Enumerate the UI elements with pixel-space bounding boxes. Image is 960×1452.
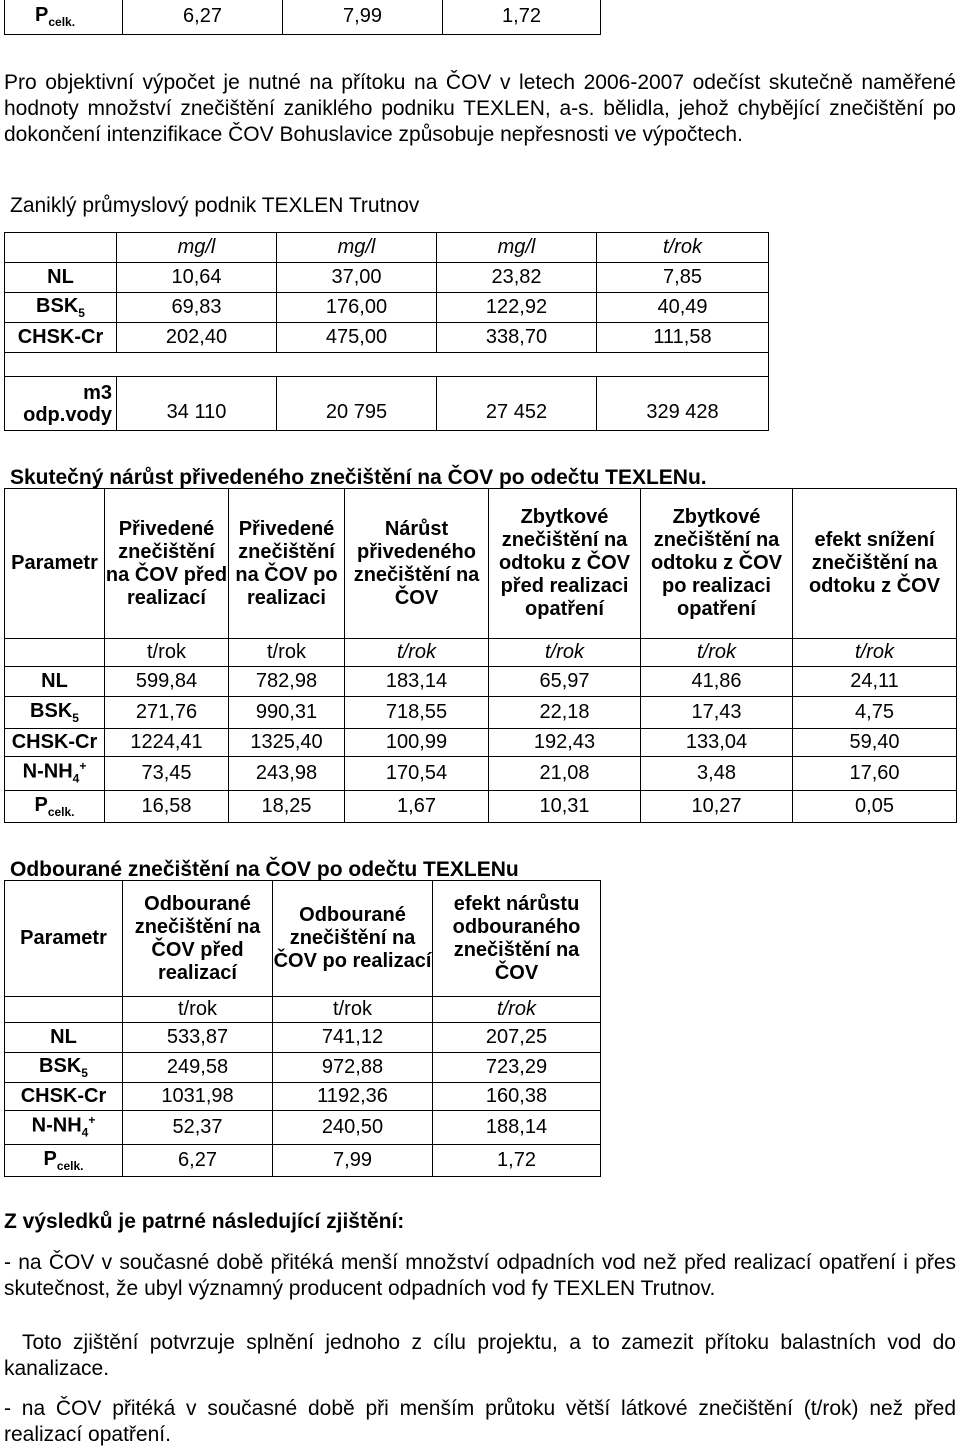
cell: 207,25 [433, 1023, 601, 1053]
unit-cell: mg/l [437, 233, 597, 263]
cell: 1,72 [433, 1145, 601, 1177]
cell: 338,70 [437, 323, 597, 353]
cell: 188,14 [433, 1111, 601, 1145]
cell: 718,55 [345, 697, 489, 729]
unit-cell: t/rok [641, 639, 793, 667]
cell: 243,98 [229, 757, 345, 791]
cell: 10,31 [489, 791, 641, 823]
empty-cell [5, 639, 105, 667]
unit-cell: mg/l [277, 233, 437, 263]
unit-cell: t/rok [433, 997, 601, 1023]
cell: 34 110 [117, 377, 277, 431]
cell: 271,76 [105, 697, 229, 729]
unit-cell: t/rok [345, 639, 489, 667]
col-header: Zbytkové znečištění na odtoku z ČOV před realizaci opatření [489, 489, 641, 639]
col-header: Přivedené znečištění na ČOV před realizací [105, 489, 229, 639]
conclusion-paragraph-1: - na ČOV v současné době přitéká menší množství odpadních vod než před realizací opatření i přes skutečnost, že ubyl významný producent odpadních vod fy TEXLEN Trutnov. [4, 1251, 956, 1300]
cell: 1,72 [443, 0, 601, 35]
row-label: NL [5, 667, 105, 697]
col-header: Nárůst přivedeného znečištění na ČOV [345, 489, 489, 639]
cell: 18,25 [229, 791, 345, 823]
cell: 1031,98 [123, 1083, 273, 1111]
cell: 10,64 [117, 263, 277, 293]
cell: 4,75 [793, 697, 957, 729]
conclusion-paragraph-3: - na ČOV přitéká v současné době při menším průtoku větší látkové znečištění (t/rok) než před realizací opatření. [4, 1397, 956, 1446]
cell: 7,85 [597, 263, 769, 293]
param-header: Parametr [5, 881, 123, 997]
empty-cell [5, 233, 117, 263]
cell: 183,14 [345, 667, 489, 697]
row-label-pcelk: $P_{celk.}$ [5, 0, 123, 35]
cell: 6,27 [123, 1145, 273, 1177]
intro-paragraph: Pro objektivní výpočet je nutné na přítoku na ČOV v letech 2006-2007 odečíst skutečně naměřené hodnoty množství znečištění zaniklého podniku TEXLEN, a-s. bělidla, jehož chybějící znečištění po dokončení intenzifikace ČOV Bohuslavice způsobuje nepřesnosti ve výpočtech. [4, 71, 956, 146]
row-label: NL [5, 263, 117, 293]
unit-cell: t/rok [123, 997, 273, 1023]
cell: 3,48 [641, 757, 793, 791]
row-label: $BSK_5$ [5, 293, 117, 323]
row-label: $P_{celk.}$ [5, 791, 105, 823]
cell: 972,88 [273, 1053, 433, 1083]
table1-title: Zaniklý průmyslový podnik TEXLEN Trutnov [10, 194, 420, 217]
cell: 1192,36 [273, 1083, 433, 1111]
cell: 160,38 [433, 1083, 601, 1111]
row-label: CHSK-Cr [5, 1083, 123, 1111]
cell: 599,84 [105, 667, 229, 697]
cell: 249,58 [123, 1053, 273, 1083]
cell: 202,40 [117, 323, 277, 353]
unit-cell: t/rok [105, 639, 229, 667]
cell: 52,37 [123, 1111, 273, 1145]
cell: 782,98 [229, 667, 345, 697]
cell: 37,00 [277, 263, 437, 293]
cell: 21,08 [489, 757, 641, 791]
cell: 1,67 [345, 791, 489, 823]
cell: 10,27 [641, 791, 793, 823]
row-label: CHSK-Cr [5, 729, 105, 757]
param-header: Parametr [5, 489, 105, 639]
row-label: $BSK_5$ [5, 1053, 123, 1083]
row-label: NL [5, 1023, 123, 1053]
cell: 65,97 [489, 667, 641, 697]
cell: 170,54 [345, 757, 489, 791]
cell: 176,00 [277, 293, 437, 323]
cell: 6,27 [123, 0, 283, 35]
cell: 122,92 [437, 293, 597, 323]
col-header: efekt nárůstu odbouraného znečištění na ČOV [433, 881, 601, 997]
cell: 69,83 [117, 293, 277, 323]
cell: 240,50 [273, 1111, 433, 1145]
cell: 16,58 [105, 791, 229, 823]
conclusion-paragraph-2: Toto zjištění potvrzuje splnění jednoho z cílu projektu, a to zamezit přítoku balastních vod do kanalizace. [4, 1331, 956, 1380]
table3 [4, 880, 601, 1177]
cell: 59,40 [793, 729, 957, 757]
cell: 990,31 [229, 697, 345, 729]
unit-cell: t/rok [489, 639, 641, 667]
cell: 741,12 [273, 1023, 433, 1053]
table1 [4, 232, 769, 431]
cell: 723,29 [433, 1053, 601, 1083]
row-label: $N-NH_4^+$ [5, 757, 105, 791]
cell: 24,11 [793, 667, 957, 697]
col-header: Zbytkové znečištění na odtoku z ČOV po realizaci opatření [641, 489, 793, 639]
col-header: Přivedené znečištění na ČOV po realizaci [229, 489, 345, 639]
cell: 7,99 [273, 1145, 433, 1177]
cell: 0,05 [793, 791, 957, 823]
cell: 40,49 [597, 293, 769, 323]
cell: 22,18 [489, 697, 641, 729]
row-label: $BSK_5$ [5, 697, 105, 729]
table2 [4, 488, 957, 823]
top-table [4, 0, 601, 35]
cell: 7,99 [283, 0, 443, 35]
cell: 73,45 [105, 757, 229, 791]
cell: 23,82 [437, 263, 597, 293]
unit-cell: t/rok [229, 639, 345, 667]
cell: 475,00 [277, 323, 437, 353]
col-header: Odbourané znečištění na ČOV před realizací [123, 881, 273, 997]
cell: 192,43 [489, 729, 641, 757]
unit-cell: t/rok [793, 639, 957, 667]
cell: 1224,41 [105, 729, 229, 757]
cell: 133,04 [641, 729, 793, 757]
row-label-water: m3 odp.vody [5, 377, 117, 431]
cell: 17,60 [793, 757, 957, 791]
row-label: $N-NH_4^+$ [5, 1111, 123, 1145]
empty-cell [5, 997, 123, 1023]
cell: 100,99 [345, 729, 489, 757]
unit-cell: t/rok [273, 997, 433, 1023]
row-label: $P_{celk.}$ [5, 1145, 123, 1177]
col-header: efekt snížení znečištění na odtoku z ČOV [793, 489, 957, 639]
cell: 533,87 [123, 1023, 273, 1053]
cell: 27 452 [437, 377, 597, 431]
cell: 111,58 [597, 323, 769, 353]
row-label: CHSK-Cr [5, 323, 117, 353]
cell: 41,86 [641, 667, 793, 697]
cell: 329 428 [597, 377, 769, 431]
cell: 20 795 [277, 377, 437, 431]
spacer-row [5, 353, 769, 377]
cell: 17,43 [641, 697, 793, 729]
unit-cell: t/rok [597, 233, 769, 263]
conclusion-heading: Z výsledků je patrné následující zjištění: [4, 1210, 405, 1233]
table2-title: Skutečný nárůst přivedeného znečištění na ČOV po odečtu TEXLENu. [10, 466, 707, 489]
unit-cell: mg/l [117, 233, 277, 263]
col-header: Odbourané znečištění na ČOV po realizací [273, 881, 433, 997]
table3-title: Odbourané znečištění na ČOV po odečtu TEXLENu [10, 858, 519, 881]
cell: 1325,40 [229, 729, 345, 757]
